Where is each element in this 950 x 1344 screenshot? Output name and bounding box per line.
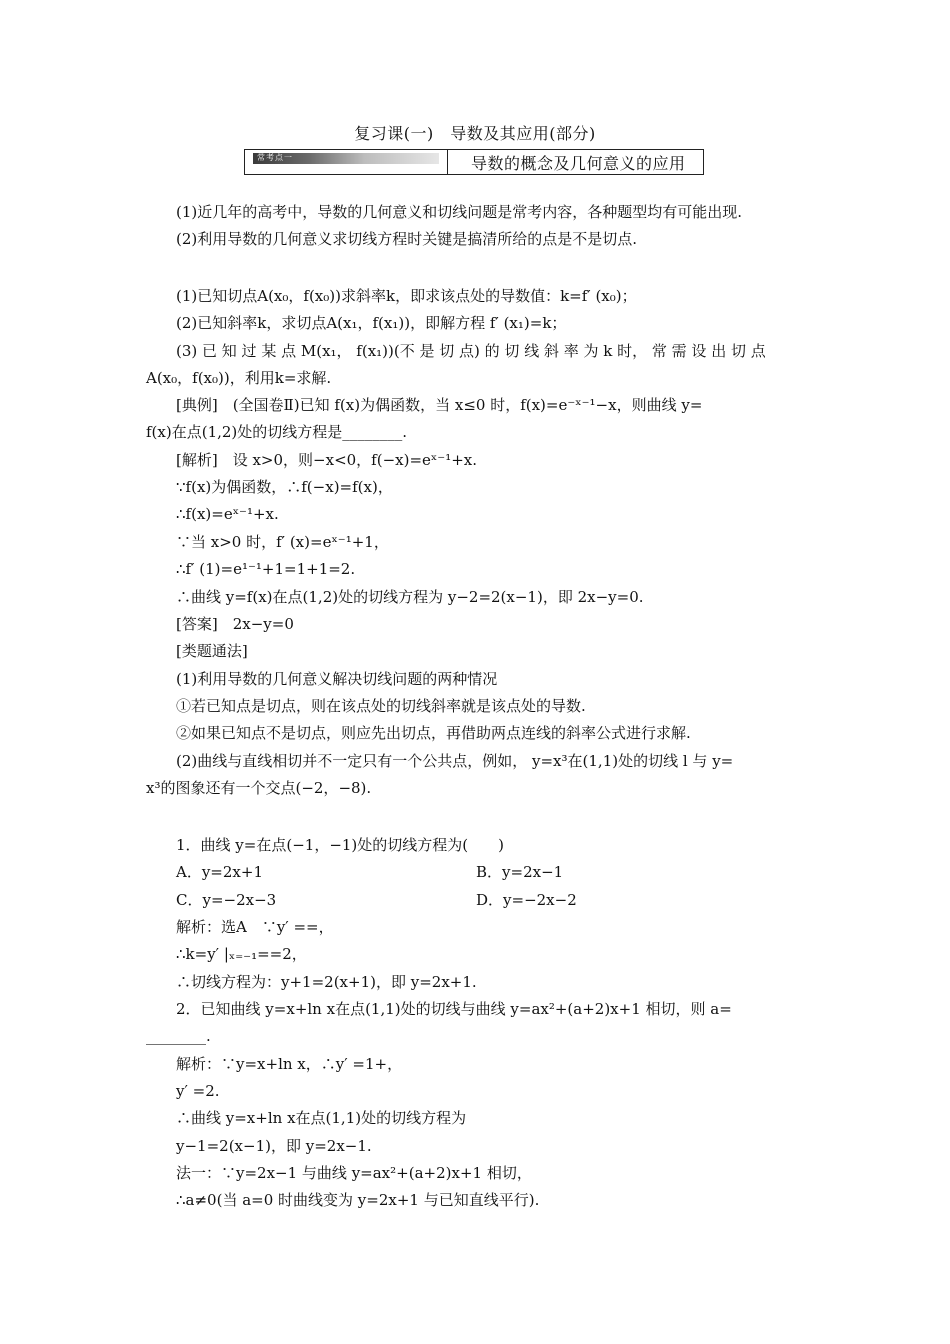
option-b: B．y=2x−1: [476, 863, 564, 881]
text-line: ∴切线方程为：y+1=2(x+1)，即 y=2x+1.: [176, 973, 477, 991]
text-line: ②如果已知点不是切点，则应先出切点，再借助两点连线的斜率公式进行求解.: [176, 724, 691, 742]
text-line: [解析] 设 x>0，则−x<0，f(−x)=eˣ⁻¹+x.: [176, 451, 477, 469]
text-line: y−1=2(x−1)，即 y=2x−1.: [176, 1137, 372, 1155]
section-tag-area: [245, 150, 448, 174]
text-line: ∴f(x)=eˣ⁻¹+x.: [176, 505, 279, 523]
section-tag-label: 常考点一: [257, 153, 293, 162]
text-line: 法一：∵y=2x−1 与曲线 y=ax²+(a+2)x+1 相切，: [176, 1164, 532, 1182]
text-line: (1)近几年的高考中，导数的几何意义和切线问题是常考内容，各种题型均有可能出现.: [176, 203, 743, 221]
text-line: ∵f(x)为偶函数，∴f(−x)=f(x)，: [176, 478, 393, 496]
page-title: 复习课(一) 导数及其应用(部分): [354, 124, 596, 143]
section-heading: 导数的概念及几何意义的应用: [471, 154, 686, 173]
text-line: (2)已知斜率k，求切点A(x₁，f(x₁))，即解方程 f′ (x₁)=k；: [176, 314, 567, 332]
option-d: D．y=−2x−2: [476, 891, 577, 909]
text-line: A(x₀，f(x₀))，利用k=求解.: [146, 369, 332, 387]
text-line: ∵当 x>0 时，f′ (x)=eˣ⁻¹+1，: [176, 533, 389, 551]
text-line: (3) 已 知 过 某 点 M(x₁， f(x₁))(不 是 切 点) 的 切 线 斜 率 为 k 时， 常 需 设 出 切 点: [176, 342, 766, 360]
text-line: (1)利用导数的几何意义解决切线问题的两种情况: [176, 670, 498, 688]
text-line: f(x)在点(1,2)处的切线方程是________.: [146, 423, 408, 441]
text-line: (2)曲线与直线相切并不一定只有一个公共点，例如， y=x³在(1,1)处的切线 l 与 y=: [176, 752, 734, 770]
text-line: (2)利用导数的几何意义求切线方程时关键是搞清所给的点是不是切点.: [176, 230, 638, 248]
text-line: ∴曲线 y=x+ln x在点(1,1)处的切线方程为: [176, 1109, 467, 1127]
text-line: ∴曲线 y=f(x)在点(1,2)处的切线方程为 y−2=2(x−1)，即 2x−y=0.: [176, 588, 644, 606]
text-line: ①若已知点是切点，则在该点处的切线斜率就是该点处的导数.: [176, 697, 586, 715]
text-line: 解析：选A ∵y′ ==，: [176, 918, 334, 936]
option-a: A．y=2x+1: [176, 863, 263, 881]
section-header: [244, 149, 704, 175]
answer-blank: ________.: [146, 1027, 211, 1045]
section-tag-badge: [253, 153, 439, 164]
text-line: x³的图象还有一个交点(−2，−8).: [146, 779, 372, 797]
text-line: ∴k=y′ |ₓ₌₋₁==2，: [176, 945, 307, 963]
text-line: ∴f′ (1)=e¹⁻¹+1=1+1=2.: [176, 560, 356, 578]
text-line: (1)已知切点A(x₀，f(x₀))求斜率k，即求该点处的导数值：k=f′ (x₀)；: [176, 287, 637, 305]
text-line: 解析：∵y=x+ln x，∴y′ =1+，: [176, 1055, 403, 1073]
text-line: y′ =2.: [176, 1082, 220, 1100]
question-2: 2．已知曲线 y=x+ln x在点(1,1)处的切线与曲线 y=ax²+(a+2)x+1 相切，则 a=: [176, 1000, 732, 1018]
text-line: ∴a≠0(当 a=0 时曲线变为 y=2x+1 与已知直线平行).: [176, 1191, 540, 1209]
text-line: [类题通法]: [176, 642, 248, 660]
option-c: C．y=−2x−3: [176, 891, 277, 909]
question-1: 1．曲线 y=在点(−1，−1)处的切线方程为( ): [176, 836, 504, 854]
text-line: [答案] 2x−y=0: [176, 615, 294, 633]
text-line: [典例] (全国卷Ⅱ)已知 f(x)为偶函数，当 x≤0 时，f(x)=e⁻ˣ⁻¹−x，则曲线 y=: [176, 396, 703, 414]
